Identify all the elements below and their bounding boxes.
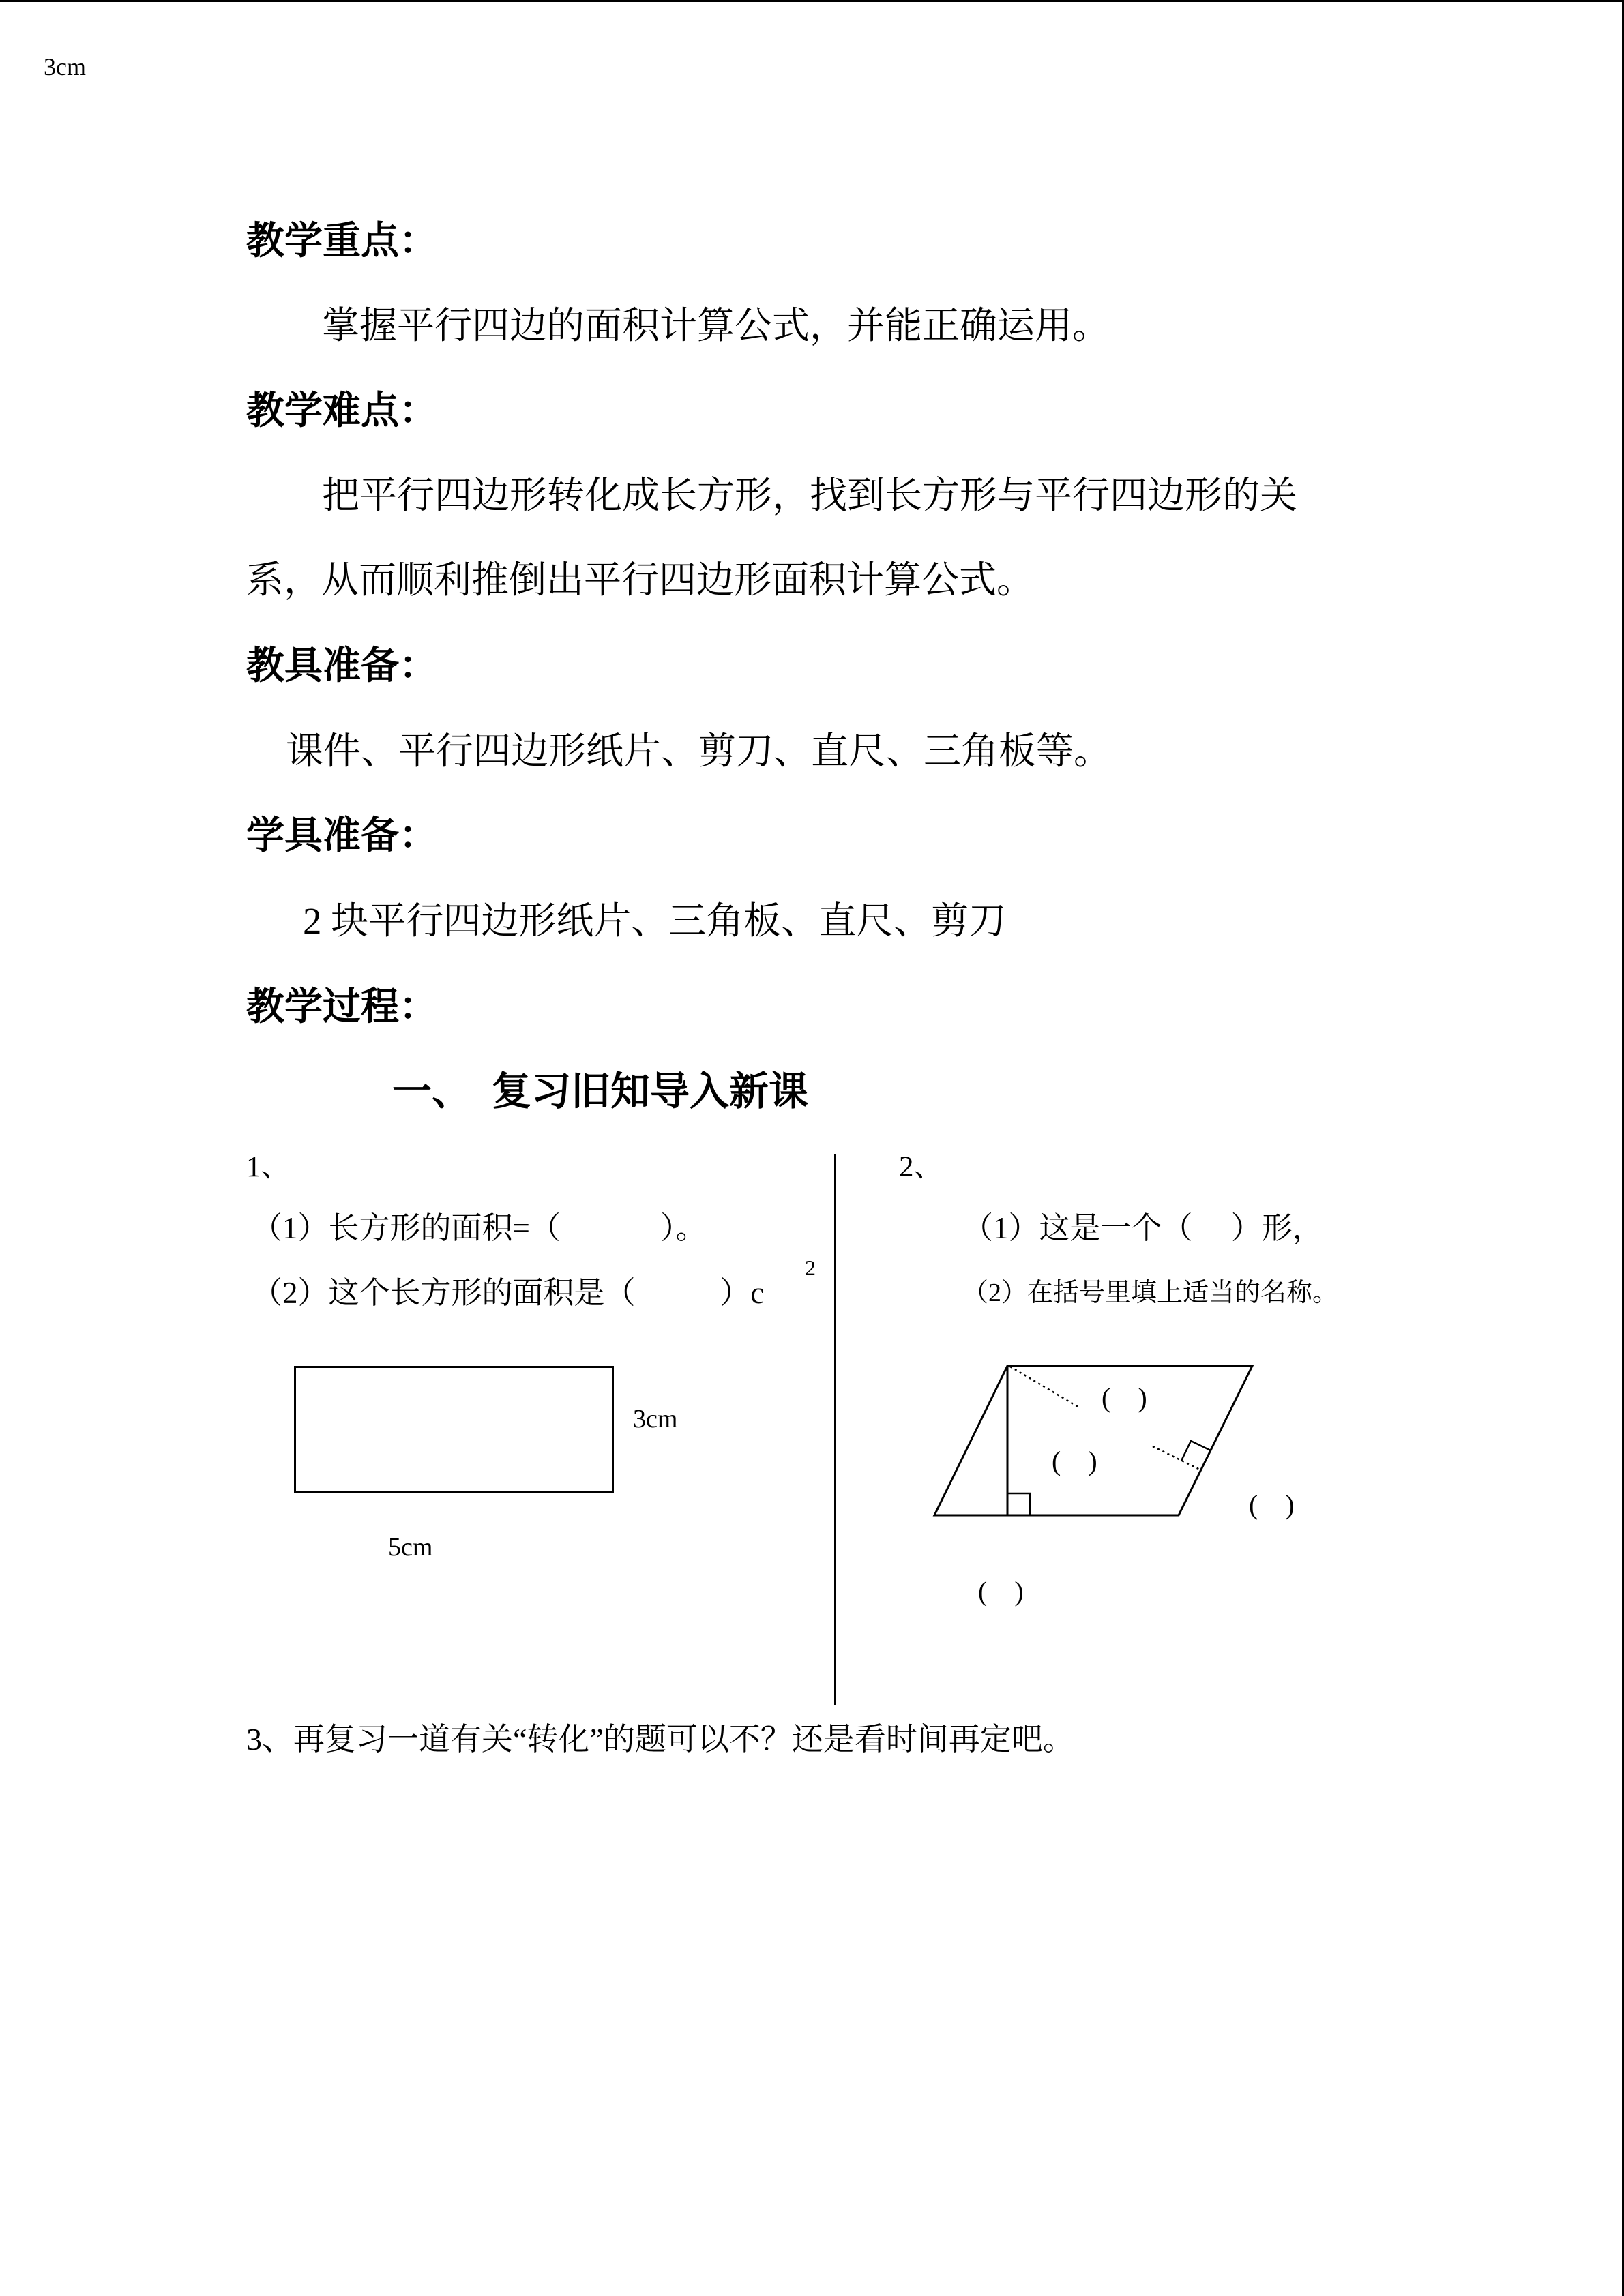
- exercise1-question1: （1）长方形的面积=（ ）。: [252, 1211, 707, 1245]
- exercise1-unit-superscript: 2: [805, 1255, 816, 1280]
- blank-label-3: ( ): [1249, 1489, 1295, 1520]
- exercise1-question2: （2）这个长方形的面积是（ ）c: [252, 1276, 765, 1310]
- rectangle-height-label: 3cm: [633, 1405, 678, 1433]
- student-tools-body: 2 块平行四边形纸片、三角板、直尺、剪刀: [303, 900, 1007, 942]
- key-points-heading: 教学重点：: [246, 219, 437, 263]
- column-divider: [834, 1154, 836, 1705]
- exercise3-text: 3、再复习一道有关“转化”的题可以不？还是看时间再定吧。: [246, 1722, 1074, 1757]
- exercise2-question1: （1）这是一个（ ）形，: [962, 1211, 1323, 1245]
- corner-label: 3cm: [44, 53, 86, 80]
- teacher-tools-heading: 教具准备：: [246, 644, 437, 688]
- process-heading: 教学过程：: [246, 985, 437, 1029]
- difficulties-body-line2: 系，从而顺利推倒出平行四边形面积计算公式。: [246, 559, 1035, 601]
- page-top-border: [0, 0, 1624, 2]
- blank-label-2: ( ): [1052, 1446, 1097, 1476]
- student-tools-heading: 学具准备：: [246, 814, 437, 858]
- dotted-diagonal-line: [1010, 1367, 1080, 1408]
- right-angle-mark-bottom: [1007, 1493, 1030, 1515]
- rectangle-width-label: 5cm: [388, 1533, 433, 1562]
- parallelogram-outline: [934, 1366, 1252, 1515]
- difficulties-body-line1: 把平行四边形转化成长方形，找到长方形与平行四边形的关: [322, 475, 1298, 516]
- exercise2-number: 2、: [899, 1151, 943, 1183]
- exercise2-question2: （2）在括号里填上适当的名称。: [962, 1279, 1339, 1307]
- dotted-side-height-line: [1153, 1446, 1201, 1470]
- part-number: 一、: [392, 1068, 472, 1114]
- teacher-tools-body: 课件、平行四边形纸片、剪刀、直尺、三角板等。: [286, 730, 1112, 772]
- part-title: 复习旧知导入新课: [492, 1068, 809, 1114]
- exercise1-number: 1、: [246, 1151, 291, 1183]
- rectangle-figure: [294, 1366, 614, 1493]
- blank-label-4: ( ): [978, 1576, 1024, 1607]
- blank-label-1: ( ): [1102, 1382, 1147, 1413]
- difficulties-heading: 教学难点：: [246, 389, 437, 433]
- key-points-body: 掌握平行四边的面积计算公式，并能正确运用。: [322, 305, 1110, 346]
